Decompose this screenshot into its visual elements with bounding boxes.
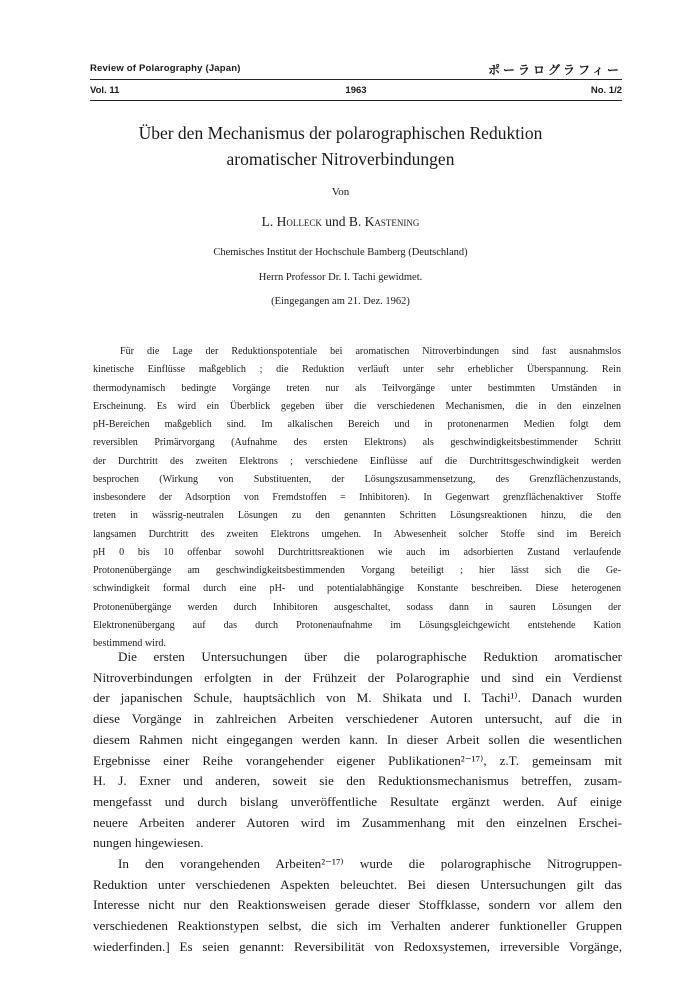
running-head-issue <box>90 85 622 96</box>
running-head-top <box>90 63 622 77</box>
abstract <box>93 343 621 653</box>
abstract-line: langsamen Durchtritt des zweiten Elektrons umgehen. In Abwesenheit solcher Stoffe sind im Bereich <box>93 528 621 540</box>
body-line: Die ersten Untersuchungen über die polarographische Reduktion aromatischer <box>118 649 622 664</box>
body-line: Nitroverbindungen erfolgten in der Frühzeit der Polarographie und sind ein Verdienst <box>93 669 622 685</box>
body-line: diese Vorgänge in zahlreichen Arbeiten verschiedener Autoren untersucht, auf die in <box>93 711 622 727</box>
title-line: Über den Mechanismus der polarographischen Reduktion <box>138 123 543 143</box>
abstract-line: Protonenübergänge werden durch Inhibitoren ausgeschaltet, sodass dann in sauren Lösungen der <box>93 601 621 613</box>
abstract-line: kinetische Einflüsse maßgeblich ; die Reduktion verläuft unter sehr erheblicher Überspannung. Rein <box>93 364 621 376</box>
abstract-line: treten in wässrig-neutralen Lösungen zu den genannten Schritten Lösungsreaktionen hinzu, die den <box>93 510 621 522</box>
header-rule-bottom <box>90 100 622 101</box>
abstract-line: besprochen (Wirkung von Substituenten, der Lösungszusammensetzung, des Grenzflächenzustands, <box>93 473 621 485</box>
article-title <box>60 120 621 172</box>
author-kastening: B. Kastening <box>348 214 420 229</box>
abstract-line: reversiblen Primärvorgang (Aufnahme des ersten Elektrons) als geschwindigkeitsbestimmender Schritt <box>93 437 621 449</box>
body-line: nungen hingewiesen. <box>93 835 204 851</box>
abstract-line: Erscheinung. Es wird ein Überblick gegeben über die verschiedenen Mechanismen, die in den einzelnen <box>93 400 621 412</box>
abstract-line: thermodynamisch bedingte Vorgänge treten nur als Teilvorgänge unter bestimmten Umständen in <box>93 382 621 394</box>
body-line: In den vorangehenden Arbeiten²⁻¹⁷⁾ wurde die polarographische Nitrogruppen- <box>118 856 622 872</box>
title-line: aromatischer Nitroverbindungen <box>226 149 455 169</box>
affiliation: Chemisches Institut der Hochschule Bamberg (Deutschland) <box>213 247 468 258</box>
volume: Vol. 11 <box>90 85 120 96</box>
byline-von: Von <box>331 186 350 198</box>
journal-name: Review of Polarography (Japan) <box>90 63 241 74</box>
body-line: neuere Arbeiten anderer Autoren wird im Zusammenhang mit den einzelnen Erschei- <box>93 814 622 830</box>
body-line: Reduktion unter verschiedenen Aspekten beleuchtet. Bei diesen Untersuchungen gilt das <box>93 876 622 892</box>
abstract-line: pH-Bereichen maßgeblich sind. Im alkalischen Bereich und in protonenarmen Medien folgt dem <box>93 419 621 430</box>
abstract-line: Für die Lage der Reduktionspotentiale bei aromatischen Nitroverbindungen sind fast ausnahmslos <box>120 346 621 357</box>
abstract-line: bestimmend wird. <box>93 638 166 649</box>
body-text <box>93 647 622 958</box>
body-line: Interesse nicht nur den Reaktionsweisen gerade dieser Stoffklasse, sondern vor allem den <box>93 897 622 913</box>
body-line: mengefasst und durch bislang unveröffentliche Resultate ergänzt werden. Auf einige <box>93 793 622 809</box>
author-holleck: L. Holleck <box>261 214 322 229</box>
abstract-line: Protonenübergänge am geschwindigkeitsbestimmenden Vorgang beteiligt ; hier lässt sich die Ge- <box>93 565 621 576</box>
body-line: wiederfinden.] Es seien genannt: Reversibilität von Redoxsystemen, irreversible Vorgänge, <box>93 938 622 954</box>
year: 1963 <box>345 85 367 96</box>
body-line: der japanischen Schule, hauptsächlich von M. Shikata und I. Tachi¹⁾. Danach wurden <box>93 690 622 706</box>
body-line: diesem Rahmen nicht eingegangen werden kann. In dieser Arbeit sollen die wesentlichen <box>93 731 622 747</box>
authors <box>60 214 621 230</box>
body-line: Ergebnisse einer Reihe vorangehender eigener Publikationen²⁻¹⁷⁾, z.T. gemeinsam mit <box>93 752 622 768</box>
issue-number: No. 1/2 <box>590 85 622 96</box>
journal-name-japanese: ポーラログラフィー <box>487 63 622 77</box>
abstract-line: Elektronenübergang auf das durch Protonenaufnahme im Lösungsgleichgewicht entstehende Kation <box>93 619 621 631</box>
body-line: verschiedenen Reaktionstypen selbst, die sich im Verhalten anderer funktioneller Gruppen <box>93 918 622 934</box>
dedication: Herrn Professor Dr. I. Tachi gewidmet. <box>258 272 423 283</box>
abstract-line: schwindigkeit formal durch eine pH- und potentialabhängige Konstante beschreiben. Diese heterogenen <box>93 583 621 595</box>
abstract-line: insbesondere der Adsorption von Fremdstoffen = Inhibitoren). In Gegenwart grenzflächenaktiver Stoffe <box>93 492 621 503</box>
abstract-line: pH 0 bis 10 offenbar sowohl Durchtrittsreaktionen wie auch im adsorbierten Zustand verlaufende <box>93 546 621 558</box>
header-rule-top <box>90 79 622 80</box>
body-line: H. J. Exner und anderen, soweit sie den Reduktionsmechanismus betreffen, zusam- <box>93 773 622 789</box>
author-conjunction: und <box>325 214 346 229</box>
received-date: (Eingegangen am 21. Dez. 1962) <box>271 296 410 307</box>
abstract-line: der Durchtritt des zweiten Elektrons ; verschiedene Einflüsse auf die Durchtrittsgeschwindigkeit werden <box>93 455 621 467</box>
